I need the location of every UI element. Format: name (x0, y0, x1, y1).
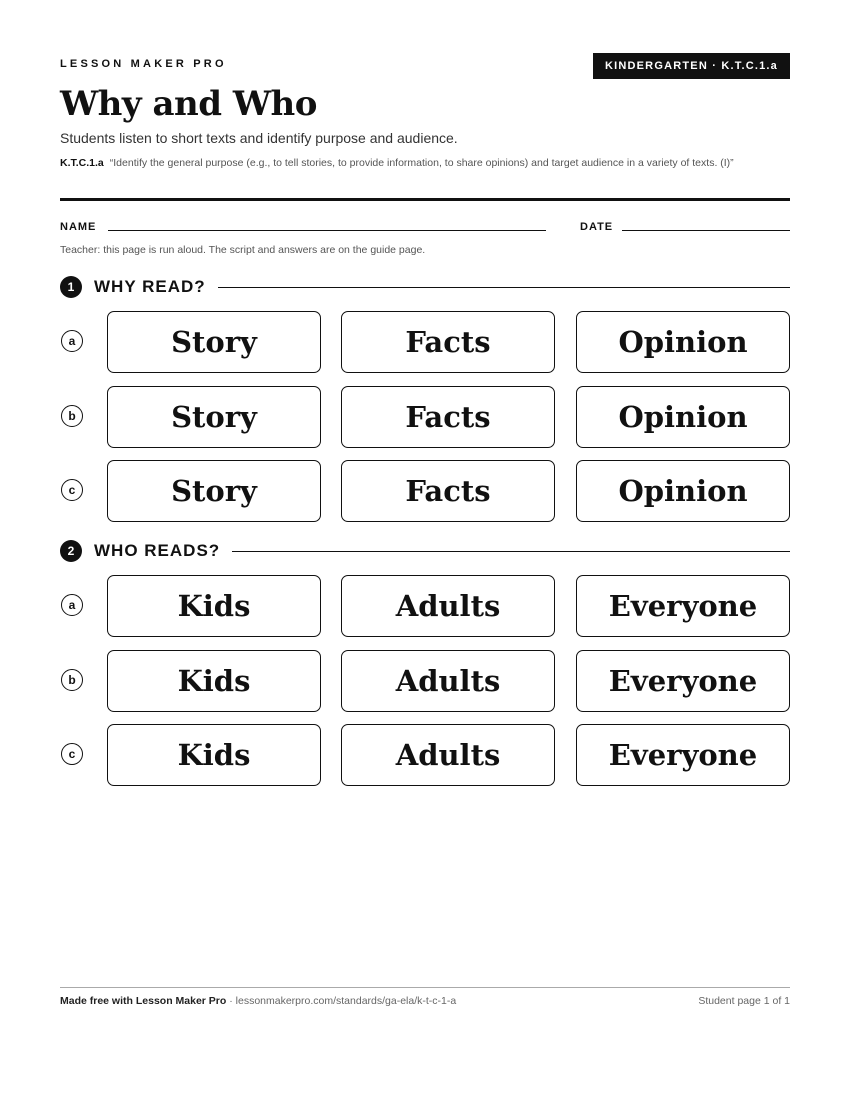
footer-page-number: Student page 1 of 1 (698, 995, 790, 1007)
choice-everyone[interactable]: Everyone (576, 724, 790, 786)
question-row (60, 724, 790, 786)
choice-everyone[interactable]: Everyone (576, 650, 790, 712)
section-who-reads (60, 539, 790, 563)
question-row (60, 386, 790, 448)
footer-credit (60, 995, 456, 1007)
section-why-read (60, 275, 790, 299)
date-field[interactable] (622, 230, 790, 231)
choice-story[interactable]: Story (107, 386, 321, 448)
footer-divider (60, 987, 790, 988)
worksheet-page (60, 0, 790, 1100)
question-row (60, 575, 790, 637)
choice-facts[interactable]: Facts (341, 386, 555, 448)
choice-facts[interactable]: Facts (341, 460, 555, 522)
section-number-badge: 1 (60, 276, 82, 298)
name-field[interactable] (108, 230, 546, 231)
question-letter: b (61, 405, 83, 427)
choice-facts[interactable]: Facts (341, 311, 555, 373)
question-letter: c (61, 479, 83, 501)
section-title: WHY READ? (94, 277, 206, 296)
brand-name: LESSON MAKER PRO (60, 58, 227, 70)
question-row (60, 650, 790, 712)
question-letter: a (61, 330, 83, 352)
question-letter: b (61, 669, 83, 691)
section-title: WHO READS? (94, 541, 221, 560)
grade-badge: KINDERGARTEN · K.T.C.1.a (593, 53, 790, 79)
page-title: Why and Who (60, 84, 317, 124)
choice-opinion[interactable]: Opinion (576, 386, 790, 448)
choice-adults[interactable]: Adults (341, 575, 555, 637)
choice-kids[interactable]: Kids (107, 724, 321, 786)
choice-kids[interactable]: Kids (107, 650, 321, 712)
section-divider (218, 287, 790, 288)
footer-url[interactable]: · lessonmakerpro.com/standards/ga-ela/k-t-c-1-a (226, 995, 457, 1007)
header-divider (60, 198, 790, 201)
name-label: NAME (60, 221, 97, 233)
standard-code: K.T.C.1.a (60, 157, 104, 169)
choice-adults[interactable]: Adults (341, 650, 555, 712)
choice-adults[interactable]: Adults (341, 724, 555, 786)
section-divider (232, 551, 790, 552)
date-label: DATE (580, 221, 614, 233)
question-row (60, 311, 790, 373)
footer-made-with: Made free with Lesson Maker Pro (60, 995, 227, 1007)
choice-story[interactable]: Story (107, 460, 321, 522)
page-subtitle: Students listen to short texts and identify purpose and audience. (60, 130, 458, 146)
choice-opinion[interactable]: Opinion (576, 311, 790, 373)
choice-story[interactable]: Story (107, 311, 321, 373)
question-letter: c (61, 743, 83, 765)
section-number-badge: 2 (60, 540, 82, 562)
question-letter: a (61, 594, 83, 616)
standard-description (60, 156, 790, 171)
question-row (60, 460, 790, 522)
choice-everyone[interactable]: Everyone (576, 575, 790, 637)
choice-kids[interactable]: Kids (107, 575, 321, 637)
standard-text: “Identify the general purpose (e.g., to tell stories, to provide information, to share opinions) and target audience in a variety of texts. (I)” (109, 157, 734, 169)
choice-opinion[interactable]: Opinion (576, 460, 790, 522)
teacher-note: Teacher: this page is run aloud. The script and answers are on the guide page. (60, 244, 426, 256)
